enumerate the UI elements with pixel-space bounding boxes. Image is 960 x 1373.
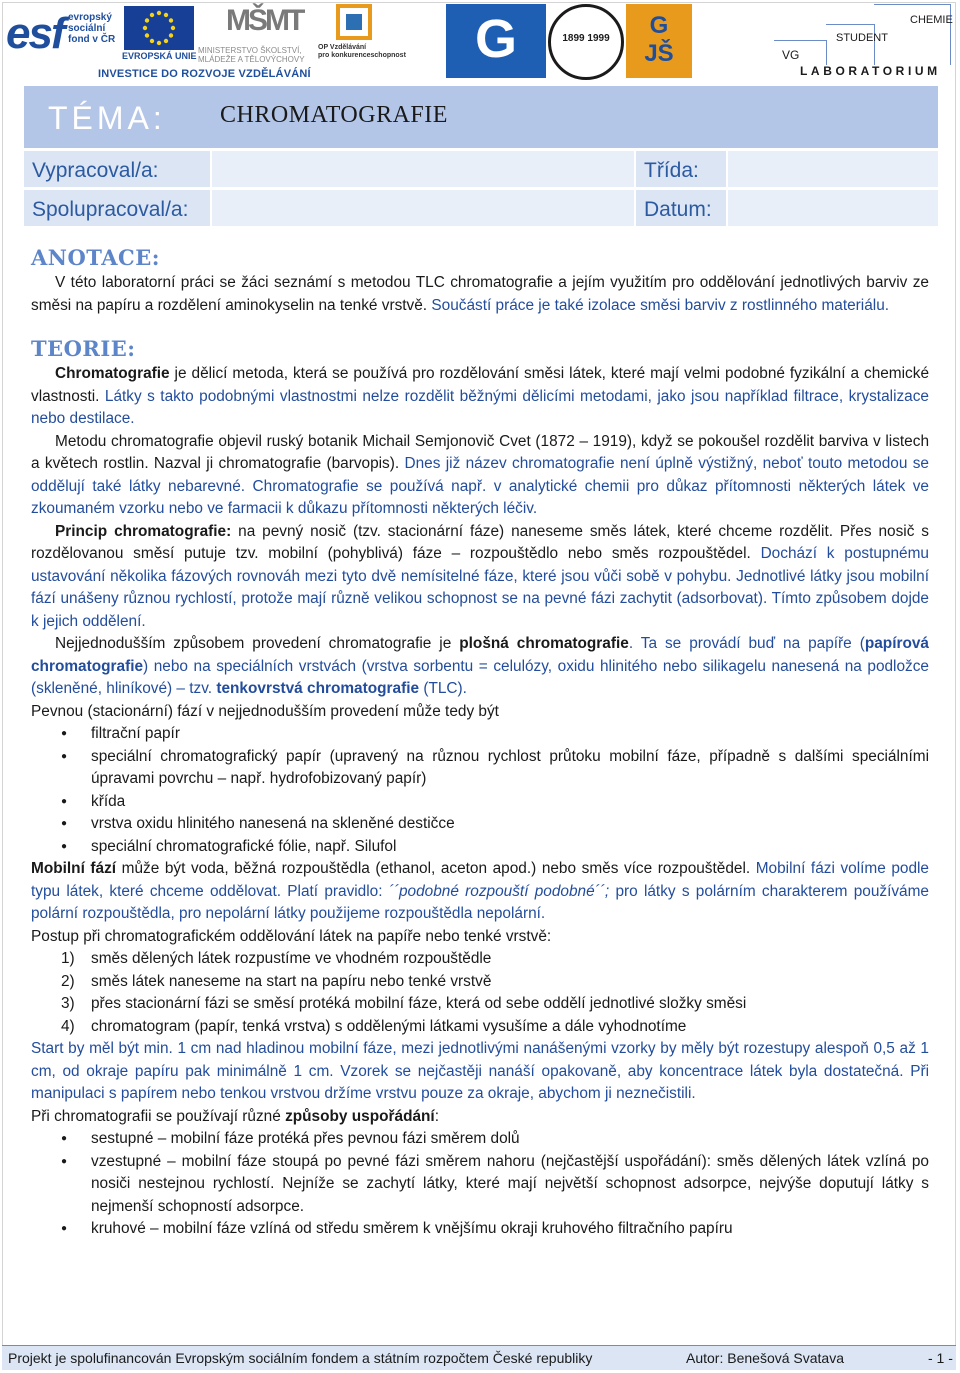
esf-logo-text: evropský sociální fond v ČR bbox=[68, 12, 116, 45]
theory-p4-text-d: (TLC). bbox=[419, 680, 467, 697]
op-logo-text: OP Vzdělávání pro konkurenceschopnost bbox=[318, 44, 406, 59]
step-number: 1) bbox=[61, 950, 75, 967]
gjs-logo bbox=[626, 4, 692, 78]
list-item: ● vrstva oxidu hlinitého nanesená na skleněné destičce bbox=[31, 813, 929, 836]
author-label-cell bbox=[24, 151, 210, 187]
list-item: ● kruhové – mobilní fáze vzlíná od středu směrem k vnějšímu okraji kruhového filtračního papíru bbox=[31, 1218, 929, 1241]
school-mg-logo-mark: G bbox=[474, 9, 517, 69]
list-item: ● vzestupné – mobilní fáze stoupá po pevné fázi směrem nahoru (nejčastější uspořádání): směs dělených látek vzlíná po nosiči nestejnou rychlostí. Nejníže se zachytí látky, které mají největší schopnost adsorpce, nejvýše doputují látky s nejmenší schopností adsorpce. bbox=[31, 1151, 929, 1219]
annotation-text bbox=[31, 272, 929, 317]
theory-p6-text-c: pro látky s polárním charakterem používáme polární rozpouštědla, pro nepolární látky použijeme rozpouštědla nepolární. bbox=[31, 882, 929, 922]
stationary-phase-intro: Pevnou (stacionární) fází v nejjednodušším provedení může tedy být bbox=[31, 702, 499, 720]
list-item bbox=[31, 1016, 929, 1039]
class-label-cell bbox=[636, 151, 726, 187]
author-label: Vypracoval/a: bbox=[32, 159, 159, 182]
paper-chromatography-term: papírová chromatografie bbox=[31, 635, 929, 675]
theory-p2-text-a: Metodu chromatografie objevil ruský botanik Michail Semjonovič Cvet (1872 – 1919), když se pokoušel rozdělit barviva v listech a květech rostlin. Nazval ji chromatografie (barvopis). bbox=[31, 432, 929, 472]
theory-heading: TEORIE: bbox=[31, 336, 136, 361]
coauthor-label: Spolupracoval/a: bbox=[32, 198, 189, 221]
annotation-heading: ANOTACE: bbox=[31, 245, 161, 270]
theory-paragraph-3 bbox=[31, 521, 929, 634]
step-text: chromatogram (papír, tenká vrstva) s oddělenými látkami vysušíme a dále vyhodnotíme bbox=[91, 1017, 687, 1035]
msmt-logo-text: MINISTERSTVO ŠKOLSTVÍ, MLÁDEŽE A TĚLOVÝCHOVY bbox=[198, 46, 305, 64]
logo-strip bbox=[0, 0, 960, 84]
theory-p9-text-a: Při chromatografii se používají různé bbox=[31, 1107, 286, 1125]
gjs-logo-mark: G JŠ bbox=[644, 12, 674, 67]
theory-p4-text-a: Nejjednodušším způsobem provedení chromatografie je bbox=[55, 635, 460, 652]
document-body bbox=[31, 244, 929, 1241]
msmt-logo bbox=[198, 4, 318, 64]
mobile-phase-paragraph bbox=[31, 858, 929, 926]
eu-flag-icon bbox=[124, 6, 194, 50]
school-seal-text: 1899 1999 bbox=[562, 33, 610, 44]
header-student: STUDENT bbox=[836, 32, 888, 44]
op-logo-icon bbox=[336, 4, 372, 40]
list-item: ● filtrační papír bbox=[31, 723, 929, 746]
theory-p1-text-a: je dělicí metoda, která se používá pro rozdělování směsi látek, které mají velmi podobné fyzikální a chemické vlastnosti. bbox=[31, 365, 929, 405]
rule-quote: ´´podobné rozpouští podobné´´; bbox=[388, 882, 610, 900]
list-item: ● speciální chromatografické fólie, např. Silufol bbox=[31, 836, 929, 859]
theory-p9-text-b: : bbox=[434, 1107, 439, 1125]
annotation-text-2: Součástí práce je také izolace směsi barviv z rostlinného materiálu. bbox=[427, 296, 890, 314]
school-mg-logo bbox=[446, 4, 546, 78]
step-text: směs dělených látek rozpustíme ve vhodném rozpouštědle bbox=[91, 950, 492, 967]
date-label-cell bbox=[636, 190, 726, 226]
mobile-phase-term: Mobilní fází bbox=[31, 860, 117, 877]
theory-paragraph-4 bbox=[31, 633, 929, 701]
date-label: Datum: bbox=[644, 198, 712, 221]
class-label: Třída: bbox=[644, 159, 699, 182]
header-chemie: CHEMIE bbox=[910, 14, 953, 26]
step-text: přes stacionární fázi se směsí protéká mobilní fáze, která od sebe oddělí jednotlivé složky směsi bbox=[91, 995, 747, 1012]
theory-p3-text-b: Dochází k postupnému ustavování několika fázových rovnováh mezi tyto dvě nemísitelné fáze, které jsou vůči sobě v pohybu. Jednotlivé látky jsou mobilní fází unášeny různou rychlostí, protože mají různě velikou schopnost se na pevné fázi zachytit (adsorbovat). Tímto způsobem dojde k jejich oddělení. bbox=[31, 545, 929, 630]
theory-paragraph-1 bbox=[31, 363, 929, 431]
invest-tagline: INVESTICE DO ROZVOJE VZDĚLÁVÁNÍ bbox=[98, 68, 311, 80]
arrangement-term: způsoby uspořádání bbox=[285, 1107, 435, 1125]
list-item bbox=[31, 993, 929, 1016]
theme-label: TÉMA: bbox=[48, 100, 166, 136]
header-student-box bbox=[826, 24, 875, 65]
school-seal-logo bbox=[548, 4, 624, 80]
eu-logo-text: EVROPSKÁ UNIE bbox=[122, 51, 197, 61]
list-item bbox=[31, 948, 929, 971]
footer-page-number: - 1 - bbox=[928, 1350, 953, 1366]
esf-logo-mark: esf bbox=[6, 9, 64, 58]
theme-bar bbox=[24, 86, 938, 148]
theory-paragraph-2 bbox=[31, 431, 929, 521]
procedure-intro: Postup při chromatografickém oddělování látek na papíře nebo tenké vrstvě: bbox=[31, 927, 552, 945]
arrangement-intro bbox=[31, 1106, 929, 1129]
step-number: 2) bbox=[61, 972, 75, 990]
page-footer bbox=[2, 1345, 956, 1370]
start-paragraph: Start by měl být min. 1 cm nad hladinou mobilní fáze, mezi jednotlivými nanášenými vzorky by měly být rozestupy alespoň 0,5 až 1 cm, od okraje papíru pak minimálně 1 cm. Vzorek se nejčastěji nanáší opakovaně, aby koncentrace látek byla dostatečná. Při manipulaci s papírem nebo tenkou vrstvou držíme vrstvu pouze za okraje, abychom ji neznečistili. bbox=[31, 1040, 929, 1102]
op-logo bbox=[318, 4, 406, 64]
tlc-term: tenkovrstvá chromatografie bbox=[216, 680, 420, 697]
list-item: ● speciální chromatografický papír (upravený na různou rychlost průtoku mobilní fáze, případně s dalšími speciálními úpravami povrchu – např. hydrofobizovaný papír) bbox=[31, 746, 929, 791]
theme-title: CHROMATOGRAFIE bbox=[220, 102, 448, 128]
header-laboratorium: LABORATORIUM bbox=[800, 64, 941, 78]
step-text: směs látek naneseme na start na papíru nebo tenké vrstvě bbox=[91, 972, 492, 990]
step-number: 3) bbox=[61, 995, 75, 1012]
date-field[interactable] bbox=[728, 190, 938, 226]
arrangement-list bbox=[31, 1128, 929, 1241]
stationary-phase-list bbox=[31, 723, 929, 858]
list-item: ● křída bbox=[31, 791, 929, 814]
theory-p1-text-b: Látky s takto podobnými vlastnostmi nelze rozdělit běžnými dělicími metodami, jako jsou například filtrace, krystalizace nebo destilace. bbox=[31, 387, 929, 427]
esf-logo bbox=[6, 6, 116, 62]
theory-p3-text-a: na pevný nosič (tzv. stacionární fáze) naneseme směs látek, které chceme rozdělit. Přes nosič s rozdělovanou směsí putuje tzv. mobilní (pohyblivá) fáze – rozpouštědlo nebo směs rozpouštědel. bbox=[31, 522, 929, 562]
msmt-logo-mark: MŠMT bbox=[226, 4, 303, 37]
class-field[interactable] bbox=[728, 151, 938, 187]
step-number: 4) bbox=[61, 1017, 75, 1035]
list-item bbox=[31, 971, 929, 994]
theory-p4-text-b: . Ta se provádí buď na papíře ( bbox=[628, 635, 865, 652]
footer-author: Autor: Benešová Svatava bbox=[686, 1350, 844, 1366]
theory-p6-text-b: Mobilní fázi volíme podle typu látek, které chceme oddělovat. Platí pravidlo: bbox=[31, 860, 929, 900]
coauthor-field[interactable] bbox=[212, 190, 634, 226]
coauthor-label-cell bbox=[24, 190, 210, 226]
chromatography-term: Chromatografie bbox=[55, 365, 170, 382]
list-item: ● sestupné – mobilní fáze protéká přes pevnou fázi směrem dolů bbox=[31, 1128, 929, 1151]
footer-funding: Projekt je spolufinancován Evropským sociálním fondem a státním rozpočtem České republiky bbox=[8, 1350, 593, 1366]
procedure-steps bbox=[31, 948, 929, 1038]
theory-p6-text-a: může být voda, běžná rozpouštědla (ethanol, aceton apod.) nebo směs více rozpouštědel. bbox=[116, 860, 751, 877]
theory-p4-text-c: ) nebo na speciálních vrstvách (vrstva sorbentu = celulózy, oxidu hlinitého nebo silikagelu nanesená na podložce (skleněné, hliníkové) – tzv. bbox=[31, 657, 929, 697]
annotation-text-1: V této laboratorní práci se žáci seznámí s metodou TLC chromatografie a jejím využitím pro oddělování jednotlivých barviv ze směsi na papíru a rozdělení aminokyselin na tenké vrstvě. bbox=[31, 274, 929, 314]
planar-chromatography-term: plošná chromatografie bbox=[459, 635, 629, 652]
eu-flag-logo bbox=[122, 6, 197, 62]
principle-term: Princip chromatografie: bbox=[55, 522, 232, 540]
author-field[interactable] bbox=[212, 151, 634, 187]
header-vg: VG bbox=[782, 48, 800, 62]
theory-p2-text-b: Dnes již název chromatografie není úplně výstižný, neboť touto metodou se oddělují také látky nebarevné. Chromatografie se používá např. v analytické chemii pro důkaz přítomnosti některých látek ve zkoumaném vzorku nebo ve farmacii k důkazu přítomnosti některých léčiv. bbox=[31, 455, 929, 517]
